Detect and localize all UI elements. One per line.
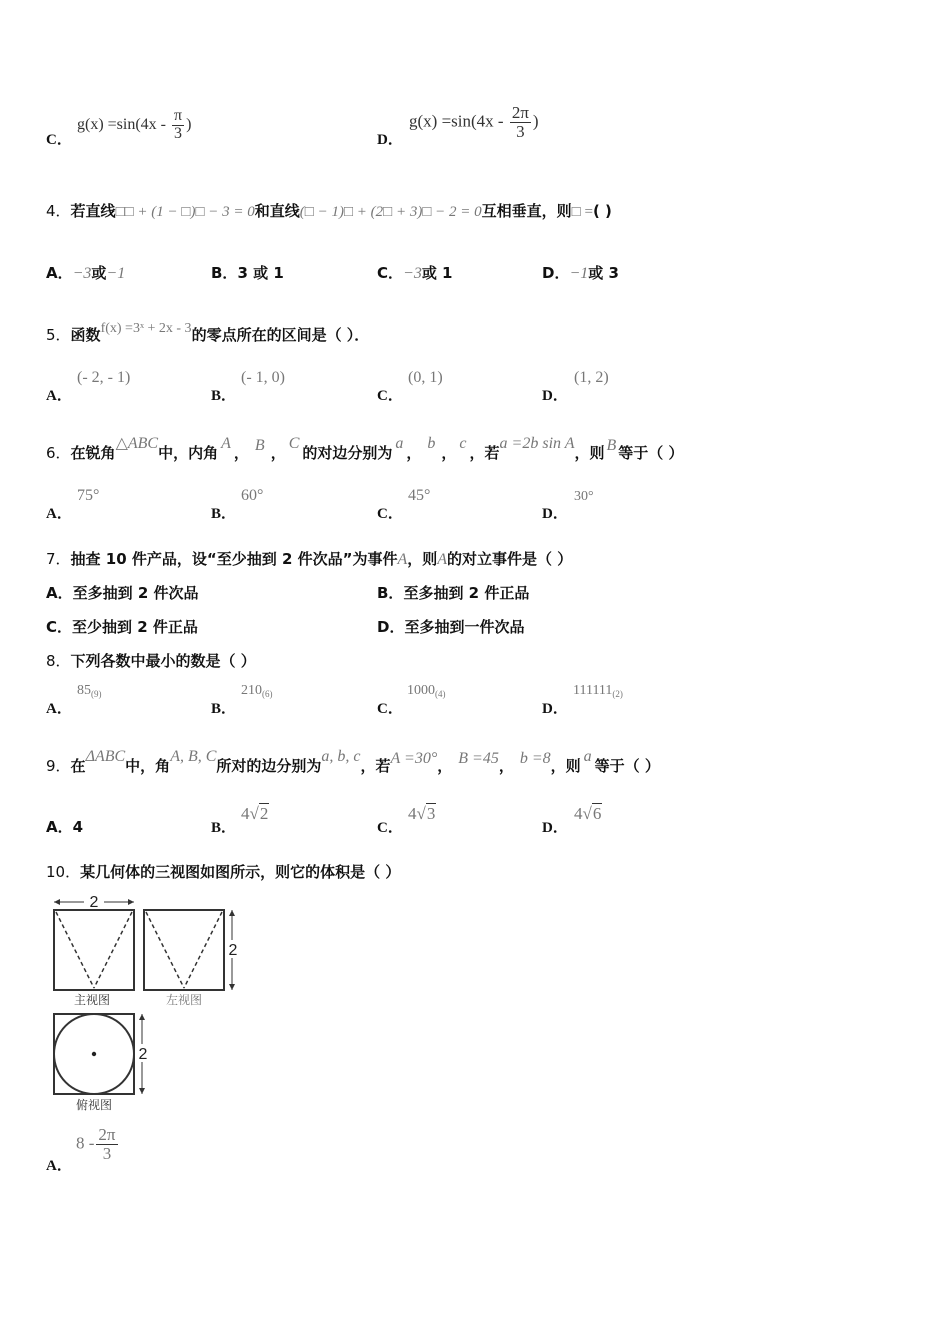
q9-angles: A, B, C bbox=[170, 748, 217, 765]
q5-d-value: (1, 2) bbox=[574, 369, 609, 386]
q7-event-a: A bbox=[397, 551, 408, 568]
q5-a-value: (- 2, - 1) bbox=[77, 369, 131, 386]
q6-text3: 的对边分别为 bbox=[302, 444, 393, 462]
q6-angle-b-answer: B bbox=[606, 437, 617, 454]
q9-sides: a, b, c bbox=[321, 748, 361, 765]
q8-a-label: A． bbox=[46, 701, 72, 717]
q10-a-numerator: 2π bbox=[98, 1125, 116, 1144]
q8-d-number: 111111 bbox=[573, 683, 613, 698]
q9-side-a: a bbox=[583, 748, 592, 765]
q3-option-d-formula bbox=[409, 104, 539, 141]
q9-b-value: 4√2 bbox=[241, 804, 269, 823]
q3-d-suffix: ) bbox=[532, 111, 539, 131]
q8-c-value bbox=[407, 683, 446, 699]
q3-d-numerator: 2π bbox=[511, 103, 529, 122]
q4-option-c bbox=[377, 262, 452, 283]
front-width-dimension: 2 bbox=[89, 894, 99, 911]
q4-c-text: 或 1 bbox=[421, 264, 453, 282]
three-view-figure bbox=[44, 892, 244, 1114]
q3-c-prefix: g(x) =sin(4x - bbox=[77, 115, 171, 133]
q3-option-c-label: C． bbox=[46, 132, 72, 148]
q5-c-value: (0, 1) bbox=[408, 369, 443, 386]
q6-a-label: A． bbox=[46, 506, 72, 522]
q9-triangle: ΔABC bbox=[85, 748, 126, 765]
question-8 bbox=[46, 650, 256, 671]
q8-a-value bbox=[77, 683, 102, 699]
q9-c-coef: 4 bbox=[408, 804, 417, 823]
q9-c-value: 4√3 bbox=[408, 804, 436, 823]
q7-d-text: 至多抽到一件次品 bbox=[404, 618, 525, 636]
q4-b-label: B． bbox=[211, 264, 238, 282]
q9-b-coef: 4 bbox=[241, 804, 250, 823]
side-view-label: 左视图 bbox=[165, 993, 203, 1007]
q9-text6: 等于（ ） bbox=[594, 757, 660, 775]
q7-text2: ，则 bbox=[407, 550, 438, 568]
q4-text3: 互相垂直，则 bbox=[481, 202, 572, 220]
q4-a-math1: −3 bbox=[72, 265, 92, 282]
q5-a-label: A． bbox=[46, 388, 72, 404]
q9-b-label: B． bbox=[211, 820, 237, 836]
q3-d-prefix: g(x) =sin(4x - bbox=[409, 111, 508, 131]
q6-d-value: 30° bbox=[574, 489, 594, 504]
q6-side-a: a bbox=[395, 435, 404, 452]
q7-option-b bbox=[377, 582, 529, 603]
q6-side-c: c bbox=[459, 435, 467, 452]
q9-c-radicand: 3 bbox=[426, 804, 436, 823]
front-view bbox=[54, 894, 134, 1007]
q9-d-label: D． bbox=[542, 820, 568, 836]
q9-text4: ，若 bbox=[360, 757, 391, 775]
q4-text1: 若直线 bbox=[70, 202, 116, 220]
q7-a-text: 至多抽到 2 件次品 bbox=[72, 584, 199, 602]
q6-text1: 在锐角 bbox=[70, 444, 116, 462]
q9-number: 9． bbox=[46, 757, 71, 775]
q4-d-label: D． bbox=[542, 264, 570, 282]
q8-b-value bbox=[241, 683, 273, 699]
q9-condition-a: A =30° bbox=[390, 750, 438, 767]
q6-c-value: 45° bbox=[408, 487, 431, 504]
q6-angle-c: C bbox=[288, 435, 300, 452]
q4-variable: □ = bbox=[571, 204, 593, 220]
top-dimension: 2 bbox=[138, 1046, 148, 1063]
q5-number: 5． bbox=[46, 326, 71, 344]
q8-b-number: 210 bbox=[241, 683, 262, 698]
q7-b-label: B． bbox=[377, 584, 404, 602]
q4-a-math2: −1 bbox=[106, 265, 126, 282]
q5-function: f(x) =3ˣ + 2x - 3 bbox=[100, 321, 192, 336]
q8-d-value bbox=[573, 683, 623, 699]
q6-sep-3: ， bbox=[406, 444, 422, 462]
q9-condition-side-b: b =8 bbox=[519, 750, 551, 767]
q9-text5: ，则 bbox=[550, 757, 581, 775]
q7-d-label: D． bbox=[377, 618, 405, 636]
q3-c-suffix: ) bbox=[186, 115, 192, 133]
q5-text2: 的零点所在的区间是（ ）． bbox=[191, 326, 370, 344]
q4-c-label: C． bbox=[377, 264, 404, 282]
q7-event-a-2: A bbox=[437, 551, 448, 568]
q7-number: 7． bbox=[46, 550, 71, 568]
question-6 bbox=[46, 435, 684, 463]
q6-condition: a =2b sin A bbox=[499, 435, 575, 452]
q6-angle-b: B bbox=[254, 437, 265, 454]
q4-option-a bbox=[46, 262, 125, 283]
q7-text3: 的对立事件是（ ） bbox=[447, 550, 573, 568]
q6-text4: ，若 bbox=[469, 444, 500, 462]
q10-a-formula bbox=[76, 1126, 120, 1163]
q10-a-prefix: 8 - bbox=[76, 1133, 95, 1153]
q5-b-label: B． bbox=[211, 388, 237, 404]
q10-a-denominator: 3 bbox=[102, 1143, 112, 1163]
q6-c-label: C． bbox=[377, 506, 403, 522]
q9-text1: 在 bbox=[70, 757, 86, 775]
q6-side-b: b bbox=[427, 435, 436, 452]
q3-c-denominator: 3 bbox=[174, 124, 183, 142]
q6-text6: 等于（ ） bbox=[618, 444, 684, 462]
q4-option-b bbox=[211, 262, 284, 283]
q3-c-numerator: π bbox=[174, 107, 183, 124]
q8-d-base: (2) bbox=[612, 689, 623, 699]
q6-a-value: 75° bbox=[77, 487, 100, 504]
q8-b-base: (6) bbox=[262, 689, 273, 699]
q4-d-math1: −1 bbox=[569, 265, 589, 282]
q9-c-label: C． bbox=[377, 820, 403, 836]
q8-a-base: (9) bbox=[91, 689, 102, 699]
q9-a-value: 4 bbox=[72, 818, 84, 836]
q5-b-value: (- 1, 0) bbox=[241, 369, 285, 386]
q8-c-number: 1000 bbox=[407, 683, 435, 698]
q6-d-label: D． bbox=[542, 506, 568, 522]
q4-option-d bbox=[542, 262, 619, 283]
q7-option-c bbox=[46, 616, 198, 637]
q7-c-text: 至少抽到 2 件正品 bbox=[72, 618, 198, 636]
question-7 bbox=[46, 548, 572, 569]
q4-line1-equation: □□ + (1 − □)□ − 3 = 0 bbox=[115, 204, 255, 220]
side-view bbox=[144, 910, 240, 1007]
top-view-label: 俯视图 bbox=[75, 1098, 113, 1112]
q6-b-label: B． bbox=[211, 506, 237, 522]
q4-a-label: A． bbox=[46, 264, 73, 282]
question-10 bbox=[46, 861, 400, 882]
q6-sep-2: ， bbox=[270, 444, 286, 462]
q5-c-label: C． bbox=[377, 388, 403, 404]
q9-condition-b: B =45 bbox=[458, 750, 499, 767]
q4-d-text: 或 3 bbox=[588, 264, 619, 282]
q7-option-d bbox=[377, 616, 524, 637]
top-view bbox=[54, 1014, 150, 1112]
q10-text: 某几何体的三视图如图所示，则它的体积是（ ） bbox=[80, 863, 401, 881]
q8-text: 下列各数中最小的数是（ ） bbox=[70, 652, 256, 670]
q9-b-radicand: 2 bbox=[259, 804, 269, 823]
q4-text2: 和直线 bbox=[254, 202, 300, 220]
q5-d-label: D． bbox=[542, 388, 568, 404]
question-5 bbox=[46, 321, 370, 345]
front-view-label: 主视图 bbox=[73, 993, 111, 1007]
q9-a-label: A． bbox=[46, 818, 73, 836]
q6-sep-1: ， bbox=[233, 444, 249, 462]
q3-option-c-formula bbox=[77, 108, 191, 143]
q6-b-value: 60° bbox=[241, 487, 264, 504]
q4-number: 4． bbox=[46, 202, 71, 220]
q8-b-label: B． bbox=[211, 701, 237, 717]
side-height-dimension: 2 bbox=[228, 942, 238, 959]
q7-c-label: C． bbox=[46, 618, 73, 636]
q7-a-label: A． bbox=[46, 584, 73, 602]
q9-d-value: 4√6 bbox=[574, 804, 602, 823]
q8-c-base: (4) bbox=[435, 689, 446, 699]
q9-text3: 所对的边分别为 bbox=[216, 757, 322, 775]
q7-option-a bbox=[46, 582, 199, 603]
q10-a-label: A． bbox=[46, 1158, 72, 1174]
q4-text4: ( ) bbox=[592, 202, 612, 220]
q8-number: 8． bbox=[46, 652, 71, 670]
q9-option-a bbox=[46, 816, 83, 837]
q9-sep-2: ， bbox=[498, 757, 514, 775]
q6-text2: 中，内角 bbox=[158, 444, 219, 462]
q9-d-radicand: 6 bbox=[592, 804, 602, 823]
q9-d-coef: 4 bbox=[574, 804, 583, 823]
q4-a-text: 或 bbox=[91, 264, 107, 282]
q4-b-text: 3 或 1 bbox=[237, 264, 284, 282]
q10-number: 10． bbox=[46, 863, 81, 881]
q5-text1: 函数 bbox=[70, 326, 101, 344]
q6-angle-a: A bbox=[221, 435, 231, 452]
q4-line2-equation: (□ − 1)□ + (2□ + 3)□ − 2 = 0 bbox=[299, 204, 482, 220]
q3-option-d-label: D． bbox=[377, 132, 403, 148]
q8-d-label: D． bbox=[542, 701, 568, 717]
q6-text5: ，则 bbox=[574, 444, 605, 462]
q7-text1: 抽查 10 件产品，设“至少抽到 2 件次品”为事件 bbox=[70, 550, 398, 568]
q4-c-math1: −3 bbox=[403, 265, 422, 282]
q7-b-text: 至多抽到 2 件正品 bbox=[403, 584, 530, 602]
q6-triangle: △ABC bbox=[115, 435, 159, 452]
question-4 bbox=[46, 200, 612, 221]
question-9 bbox=[46, 748, 660, 776]
q8-a-number: 85 bbox=[77, 683, 91, 698]
q8-c-label: C． bbox=[377, 701, 403, 717]
q6-sep-4: ， bbox=[441, 444, 457, 462]
q3-d-denominator: 3 bbox=[516, 121, 525, 141]
q9-sep-1: ， bbox=[437, 757, 453, 775]
q6-number: 6． bbox=[46, 444, 71, 462]
q9-text2: 中，角 bbox=[125, 757, 171, 775]
